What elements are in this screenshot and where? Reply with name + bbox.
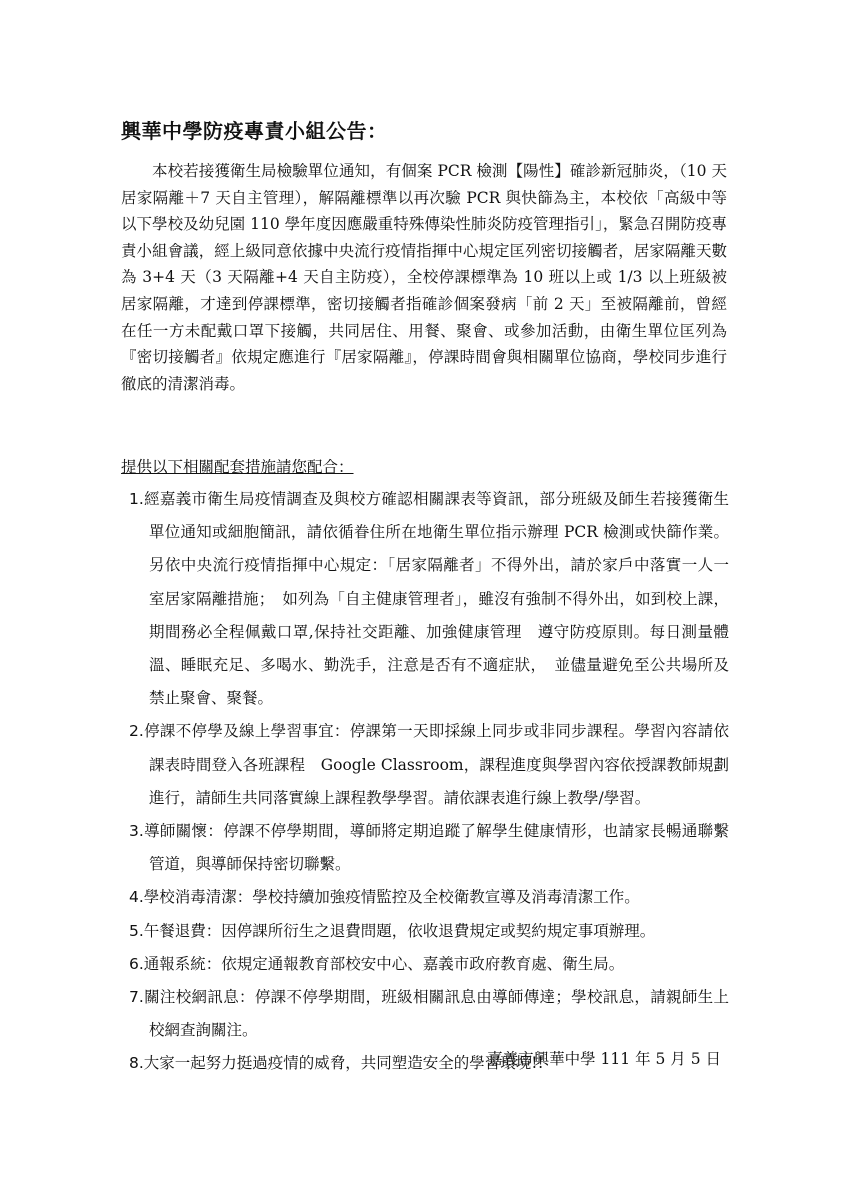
item-text: 關注校網訊息：停課不停學期間，班級相關訊息由導師傳達；學校訊息，請親師生上校網查詢關注。: [143, 988, 729, 1040]
item-number: 7.: [129, 988, 144, 1007]
measures-subheading: 提供以下相關配套措施請您配合：: [121, 458, 354, 476]
signature-date: 嘉義市興華中學 111 年 5 月 5 日: [487, 1050, 721, 1068]
item-text: 通報系統：依規定通報教育部校安中心、嘉義市政府教育處、衛生局。: [143, 954, 625, 973]
item-number: 5.: [129, 921, 144, 940]
item-number: 4.: [129, 888, 144, 907]
page-title: 興華中學防疫專責小組公告：: [121, 119, 388, 143]
item-number: 1.: [129, 490, 144, 508]
item-text: 停課不停學及線上學習事宜：停課第一天即採線上同步或非同步課程。學習內容請依課表時間登入各班課程 Google Classroom，課程進度與學習內容依授課教師規劃進行，請師生共同落實線上課程教學學習。請依課表進行線上教學/學習。: [143, 722, 729, 807]
list-item: [129, 915, 729, 948]
item-text: 導師關懷：停課不停學期間，導師將定期追蹤了解學生健康情形，也請家長暢通聯繫管道，與導師保持密切聯繫。: [143, 822, 729, 874]
item-number: 2.: [129, 722, 144, 741]
list-item: [129, 483, 729, 715]
measures-list: [129, 483, 729, 1081]
item-text: 學校消毒清潔：學校持續加強疫情監控及全校衛教宣導及消毒清潔工作。: [143, 888, 640, 907]
intro-paragraph: 本校若接獲衛生局檢驗單位通知，有個案 PCR 檢測【陽性】確診新冠肺炎，（10 天居家隔離＋7 天自主管理），解隔離標準以再次驗 PCR 與快篩為主，本校依「高級中等以下學校及幼兒園 110 學年度因應嚴重特殊傳染性肺炎防疫管理指引」，緊急召開防疫專責小組會議，經上級同意依據中央流行疫情指揮中心規定匡列密切接觸者，居家隔離天數為 3+4 天（3 天隔離+4 天自主防疫），全校停課標準為 10 班以上或 1/3 以上班級被居家隔離，才達到停課標準，密切接觸者指確診個案發病「前 2 天」至被隔離前，曾經在任一方未配戴口罩下接觸，共同居住、用餐、聚會、或參加活動，由衛生單位匡列為『密切接觸者』依規定應進行『居家隔離』，停課時間會與相關單位協商，學校同步進行徹底的清潔消毒。: [121, 162, 727, 393]
list-item: [129, 881, 729, 914]
list-item: [129, 715, 729, 815]
item-text: 午餐退費：因停課所衍生之退費問題，依收退費規定或契約規定事項辦理。: [143, 921, 656, 940]
item-text: 經嘉義市衛生局疫情調查及與校方確認相關課表等資訊，部分班級及師生若接獲衛生單位通知或細胞簡訊，請依循眷住所在地衛生單位指示辦理 PCR 檢測或快篩作業。另依中央流行疫情指揮中心規定：「居家隔離者」不得外出，請於家戶中落實一人一室居家隔離措施； 如列為「自主健康管理者」，雖沒有強制不得外出，如到校上課，期間務必全程佩戴口罩,保持社交距離、加強健康管理 遵守防疫原則。每日測量體溫、睡眠充足、多喝水、勤洗手，注意是否有不適症狀， 並儘量避免至公共場所及禁止聚會、聚餐。: [143, 490, 729, 708]
item-text: 大家一起努力挺過疫情的威脅，共同塑造安全的學習環境!!: [143, 1054, 544, 1073]
item-number: 6.: [129, 954, 144, 973]
item-number: 8.: [129, 1054, 144, 1073]
list-item: [129, 815, 729, 881]
item-number: 3.: [129, 822, 144, 841]
list-item: [129, 948, 729, 981]
list-item: [129, 981, 729, 1047]
